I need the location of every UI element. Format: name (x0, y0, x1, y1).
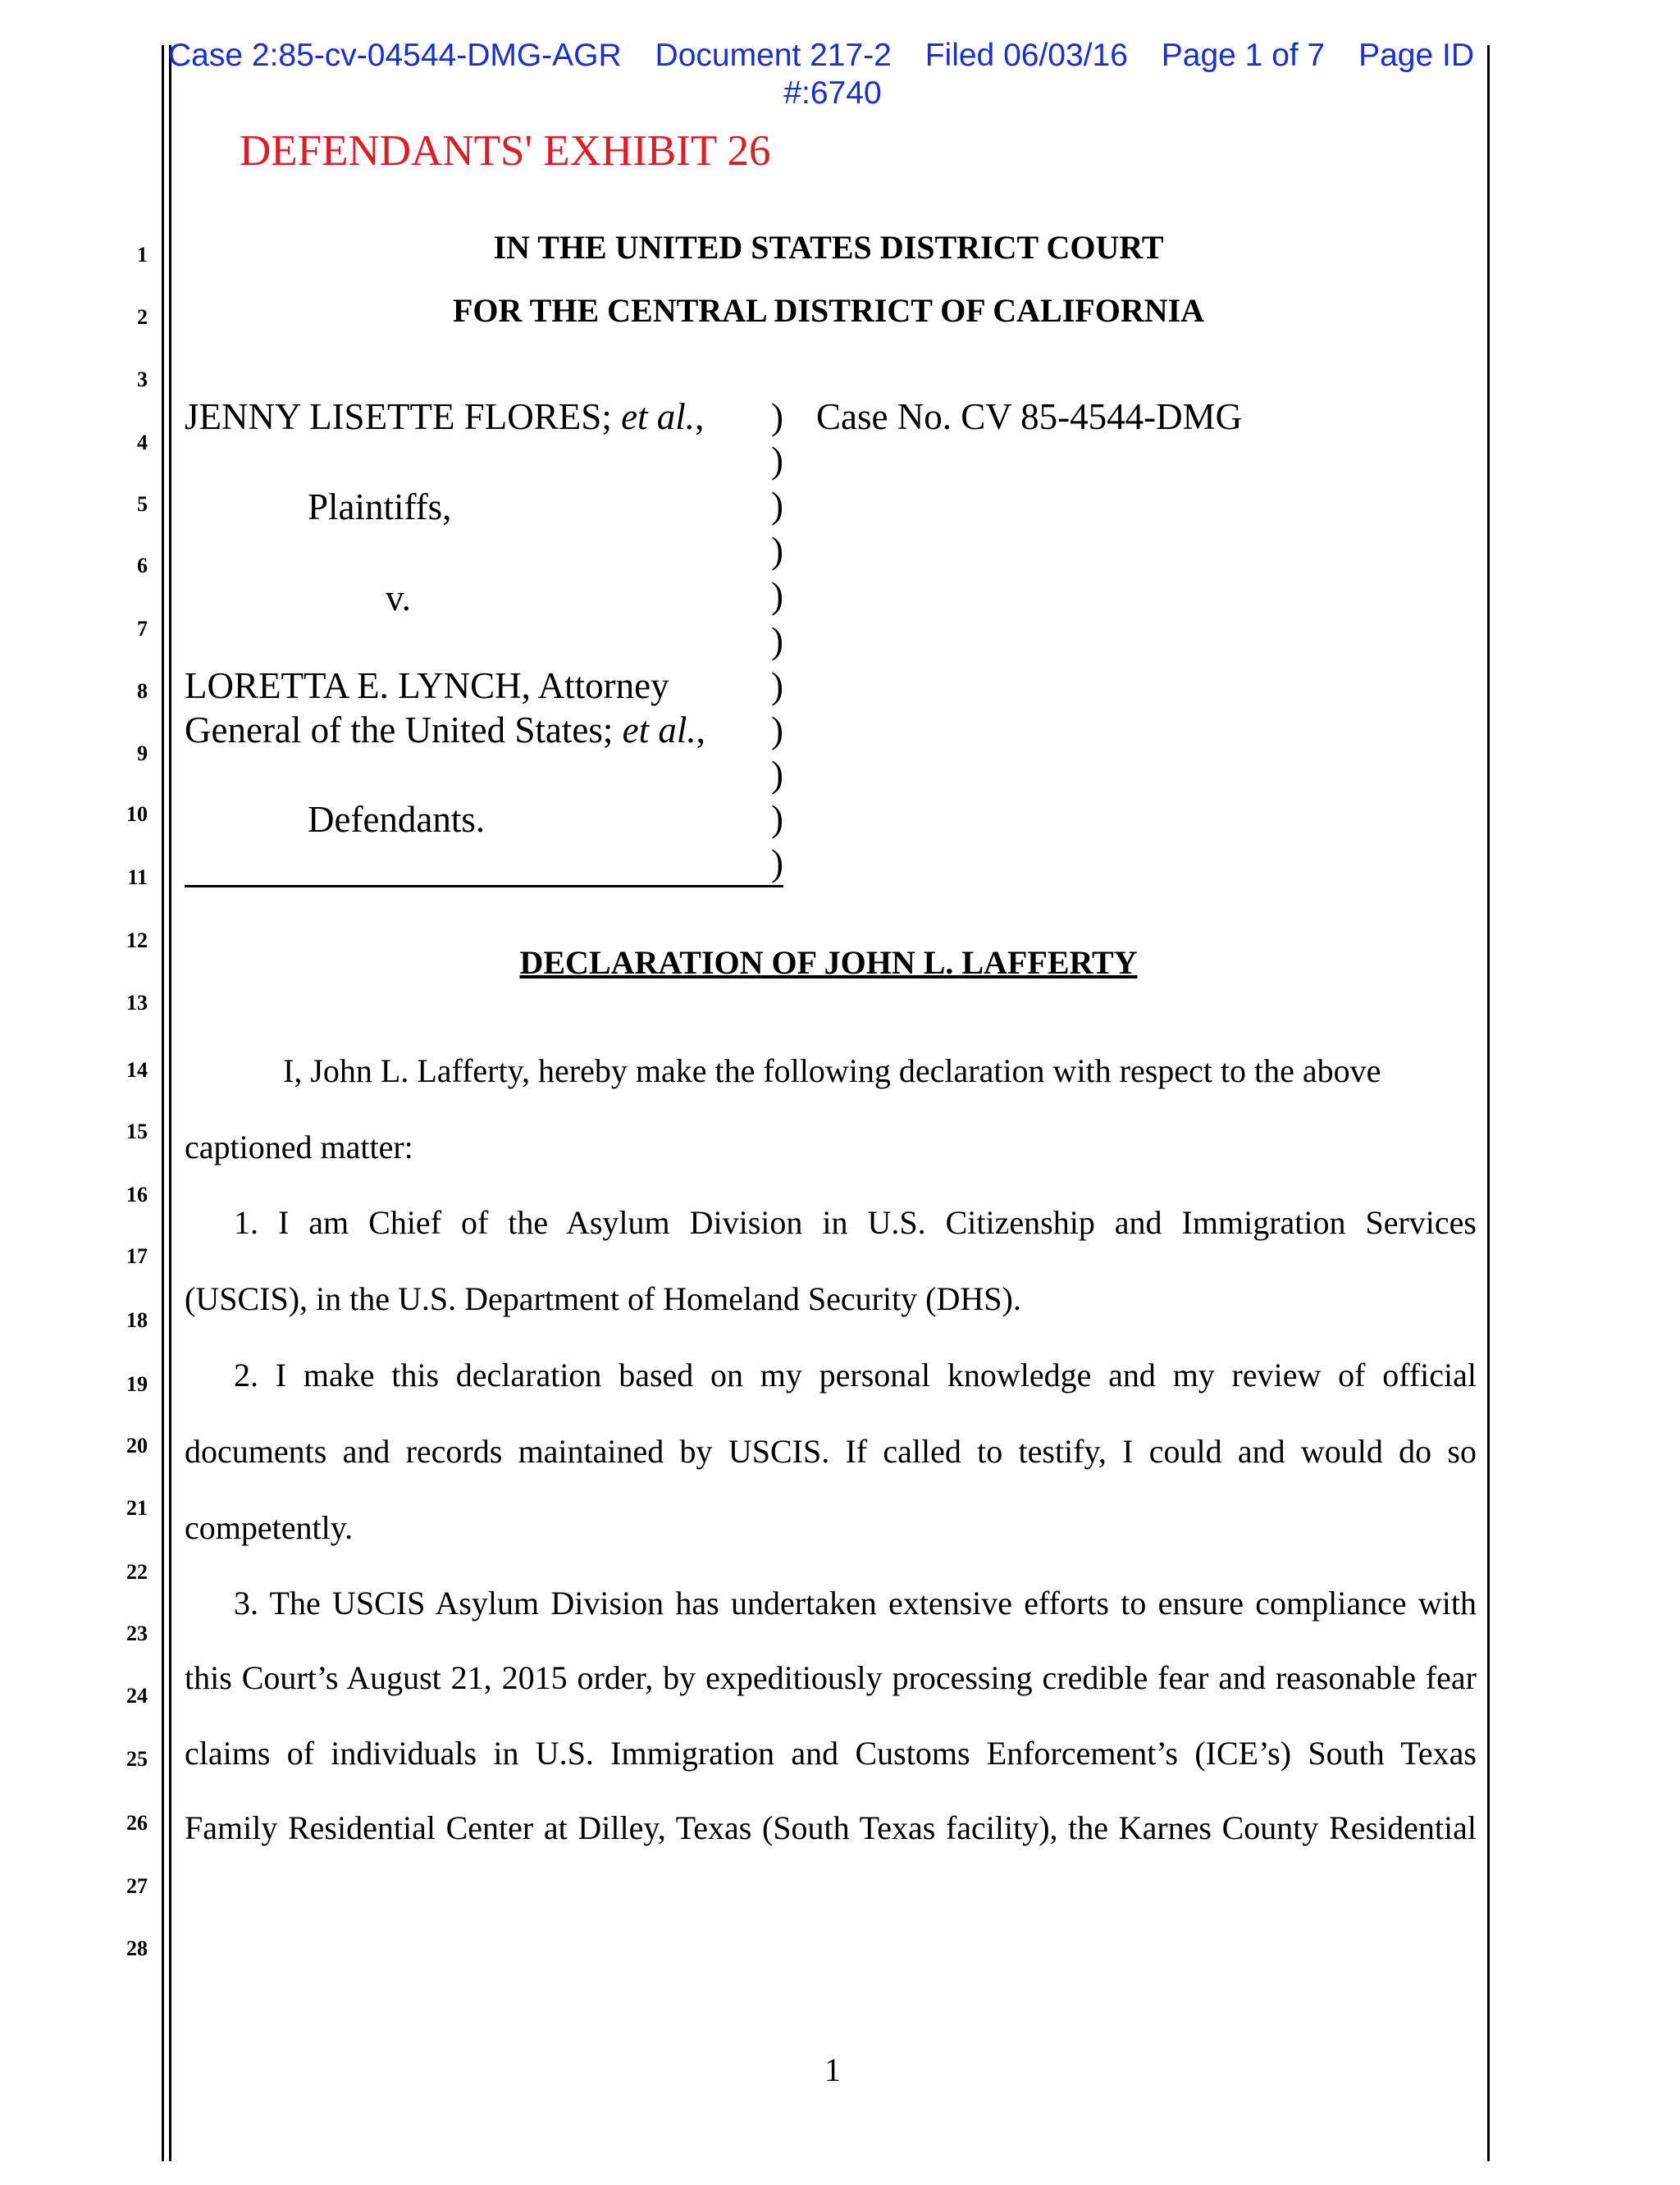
paragraph-3-line-2: this Court’s August 21, 2015 order, by expeditiously processing credible fear and reasonable fear (185, 1659, 1477, 1696)
caption-paren: ) (771, 530, 783, 571)
plaintiff-et-al: et al. (621, 396, 696, 437)
line-number: 15 (126, 1120, 148, 1143)
caption-paren: ) (771, 665, 783, 706)
line-number: 1 (137, 243, 148, 267)
caption-underline (185, 885, 783, 887)
line-number: 5 (137, 492, 148, 516)
caption-defendant-line1: LORETTA E. LYNCH, Attorney (185, 665, 669, 706)
line-number: 10 (126, 802, 148, 826)
stamp-page-id-label: Page ID (1358, 38, 1475, 73)
line-number: 19 (126, 1372, 148, 1396)
line-number: 4 (137, 431, 148, 454)
line-number: 22 (126, 1560, 148, 1584)
court-title-line1: IN THE UNITED STATES DISTRICT COURT (493, 229, 1164, 266)
filing-header-stamp (168, 37, 1497, 112)
caption-paren: ) (771, 798, 783, 839)
caption-paren: ) (771, 485, 783, 526)
line-number: 8 (137, 679, 148, 703)
defendant-et-al: et al. (622, 709, 696, 750)
paragraph-2-line-3: competently. (185, 1509, 354, 1546)
caption-plaintiffs-label: Plaintiffs, (308, 486, 452, 527)
line-number: 25 (126, 1747, 148, 1771)
line-number: 12 (126, 928, 148, 952)
caption-paren: ) (771, 620, 783, 661)
caption-versus: v. (386, 577, 411, 618)
stamp-page-count: Page 1 of 7 (1161, 38, 1326, 73)
case-number: Case No. CV 85-4544-DMG (816, 396, 1243, 437)
line-number: 18 (126, 1308, 148, 1332)
line-number: 3 (137, 367, 148, 391)
right-margin-rule (1487, 45, 1490, 2161)
caption-defendants-label: Defendants. (308, 799, 486, 840)
left-margin-rule-inner (169, 45, 171, 2161)
paragraph-3-line-3: claims of individuals in U.S. Immigration and Customs Enforcement’s (ICE’s) South Texas (185, 1735, 1477, 1772)
declaration-title: DECLARATION OF JOHN L. LAFFERTY (519, 944, 1138, 981)
intro-line-1: I, John L. Lafferty, hereby make the following declaration with respect to the above (283, 1052, 1381, 1089)
line-number: 11 (127, 865, 148, 889)
plaintiff-comma: , (695, 396, 705, 437)
caption-paren: ) (771, 754, 783, 795)
stamp-case-number: Case 2:85-cv-04544-DMG-AGR (168, 38, 622, 73)
paragraph-2-line-2: documents and records maintained by USCIS. If called to testify, I could and would do so (185, 1433, 1477, 1470)
line-number: 20 (126, 1434, 148, 1457)
line-number: 13 (126, 991, 148, 1015)
line-number: 26 (126, 1811, 148, 1835)
caption-plaintiff (185, 395, 704, 438)
caption-paren: ) (771, 440, 783, 481)
intro-line-2: captioned matter: (185, 1129, 413, 1165)
exhibit-label: DEFENDANTS' EXHIBIT 26 (240, 127, 771, 175)
line-number: 14 (126, 1058, 148, 1082)
stamp-page-id-number: #:6740 (783, 75, 882, 111)
line-number: 16 (126, 1183, 148, 1207)
paragraph-3-line-4: Family Residential Center at Dilley, Texas (South Texas facility), the Karnes County Residential (185, 1809, 1477, 1846)
caption-paren: ) (771, 575, 783, 616)
line-number: 24 (126, 1684, 148, 1708)
paragraph-3-line-1: 3. The USCIS Asylum Division has undertaken extensive efforts to ensure compliance with (234, 1585, 1477, 1622)
plaintiff-name: JENNY LISETTE FLORES; (185, 396, 612, 437)
stamp-document: Document 217-2 (655, 38, 892, 73)
line-number: 17 (126, 1244, 148, 1268)
defendant-line2-text: General of the United States; (185, 709, 614, 750)
paragraph-1-line-1: 1. I am Chief of the Asylum Division in U.S. Citizenship and Immigration Services (234, 1204, 1477, 1241)
caption-defendant-line2 (185, 709, 705, 751)
caption-paren: ) (771, 842, 783, 883)
left-margin-rule-outer (162, 45, 164, 2161)
line-number: 7 (137, 617, 148, 641)
line-number: 21 (126, 1496, 148, 1520)
page-number: 1 (824, 2051, 841, 2088)
paragraph-1-line-2: (USCIS), in the U.S. Department of Homeland Security (DHS). (185, 1280, 1021, 1317)
paragraph-2-line-1: 2. I make this declaration based on my personal knowledge and my review of official (234, 1357, 1477, 1394)
caption-paren: ) (771, 396, 783, 437)
line-number: 9 (137, 741, 148, 765)
court-title-line2: FOR THE CENTRAL DISTRICT OF CALIFORNIA (452, 292, 1205, 329)
line-number: 27 (126, 1874, 148, 1898)
defendant-comma: , (696, 709, 705, 750)
line-number: 28 (126, 1936, 148, 1960)
stamp-filed-date: Filed 06/03/16 (924, 38, 1128, 73)
line-number: 23 (126, 1622, 148, 1645)
caption-paren: ) (771, 709, 783, 750)
line-number: 2 (137, 305, 148, 329)
line-number: 6 (137, 554, 148, 577)
